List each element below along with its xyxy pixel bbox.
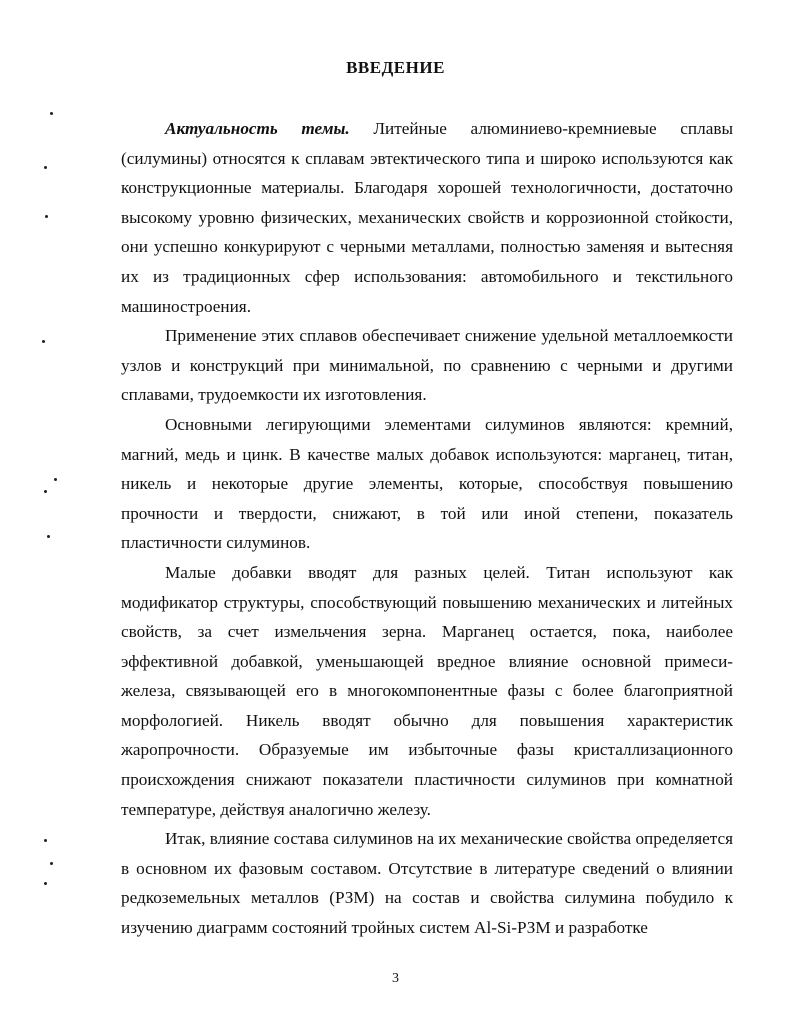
paragraph: Итак, влияние состава силуминов на их механические свойства определяется в основном их фазовым составом. Отсутствие в литературе сведений о влиянии редкоземельных металлов (РЗМ) на состав и свойства силумина побудило к изучению диаграмм состояний тройных систем Al-Si-РЗМ и разработке [121,829,733,938]
lead-phrase: Актуальность темы. [165,119,350,138]
paragraph-relevance [121,114,733,321]
scan-speck [45,215,48,218]
paragraph: Малые добавки вводят для разных целей. Титан используют как модификатор структуры, способствующий повышению механических и литейных свойств, за счет измельчения зерна. Марганец остается, пока, наиболее эффективной добавкой, уменьшающей вредное влияние основной примеси-железа, связывающей его в многокомпонентные фазы с более благоприятной морфологией. Никель вводят обычно для повышения характеристик жаропрочности. Образуемые им избыточные фазы кристаллизационного происхождения снижают показатели пластичности силуминов при комнатной температуре, действуя аналогично железу. [121,562,733,819]
paragraph: Основными легирующими элементами силуминов являются: кремний, магний, медь и цинк. В качестве малых добавок используются: марганец, титан, никель и некоторые другие элементы, которые, способствуя повышению прочности и твердости, снижают, в той или иной степени, показатель пластичности силуминов. [121,414,733,553]
scan-speck [42,340,45,343]
scan-speck [44,839,47,842]
scan-speck [44,490,47,493]
scan-speck [47,535,50,538]
document-body [121,114,733,943]
page-number: 3 [392,971,399,986]
scan-speck [44,882,47,885]
scan-speck [50,112,53,115]
scan-speck [50,862,53,865]
paragraph-text: Литейные алюминиево-кремниевые сплавы (силумины) относятся к сплавам эвтектического типа и широко используются как конструкционные материалы. Благодаря хорошей технологичности, достаточно высокому уровню физических, механических свойств и коррозионной стойкости, они успешно конкурируют с черными металлами, полностью заменяя и вытесняя их из традиционных сфер использования: автомобильного и текстильного машиностроения. [121,119,733,316]
scan-speck [44,166,47,169]
scan-speck [54,478,57,481]
paragraph: Применение этих сплавов обеспечивает снижение удельной металлоемкости узлов и конструкций при минимальной, по сравнению с черными и другими сплавами, трудоемкости их изготовления. [121,326,733,405]
page-title: ВВЕДЕНИЕ [346,58,445,77]
